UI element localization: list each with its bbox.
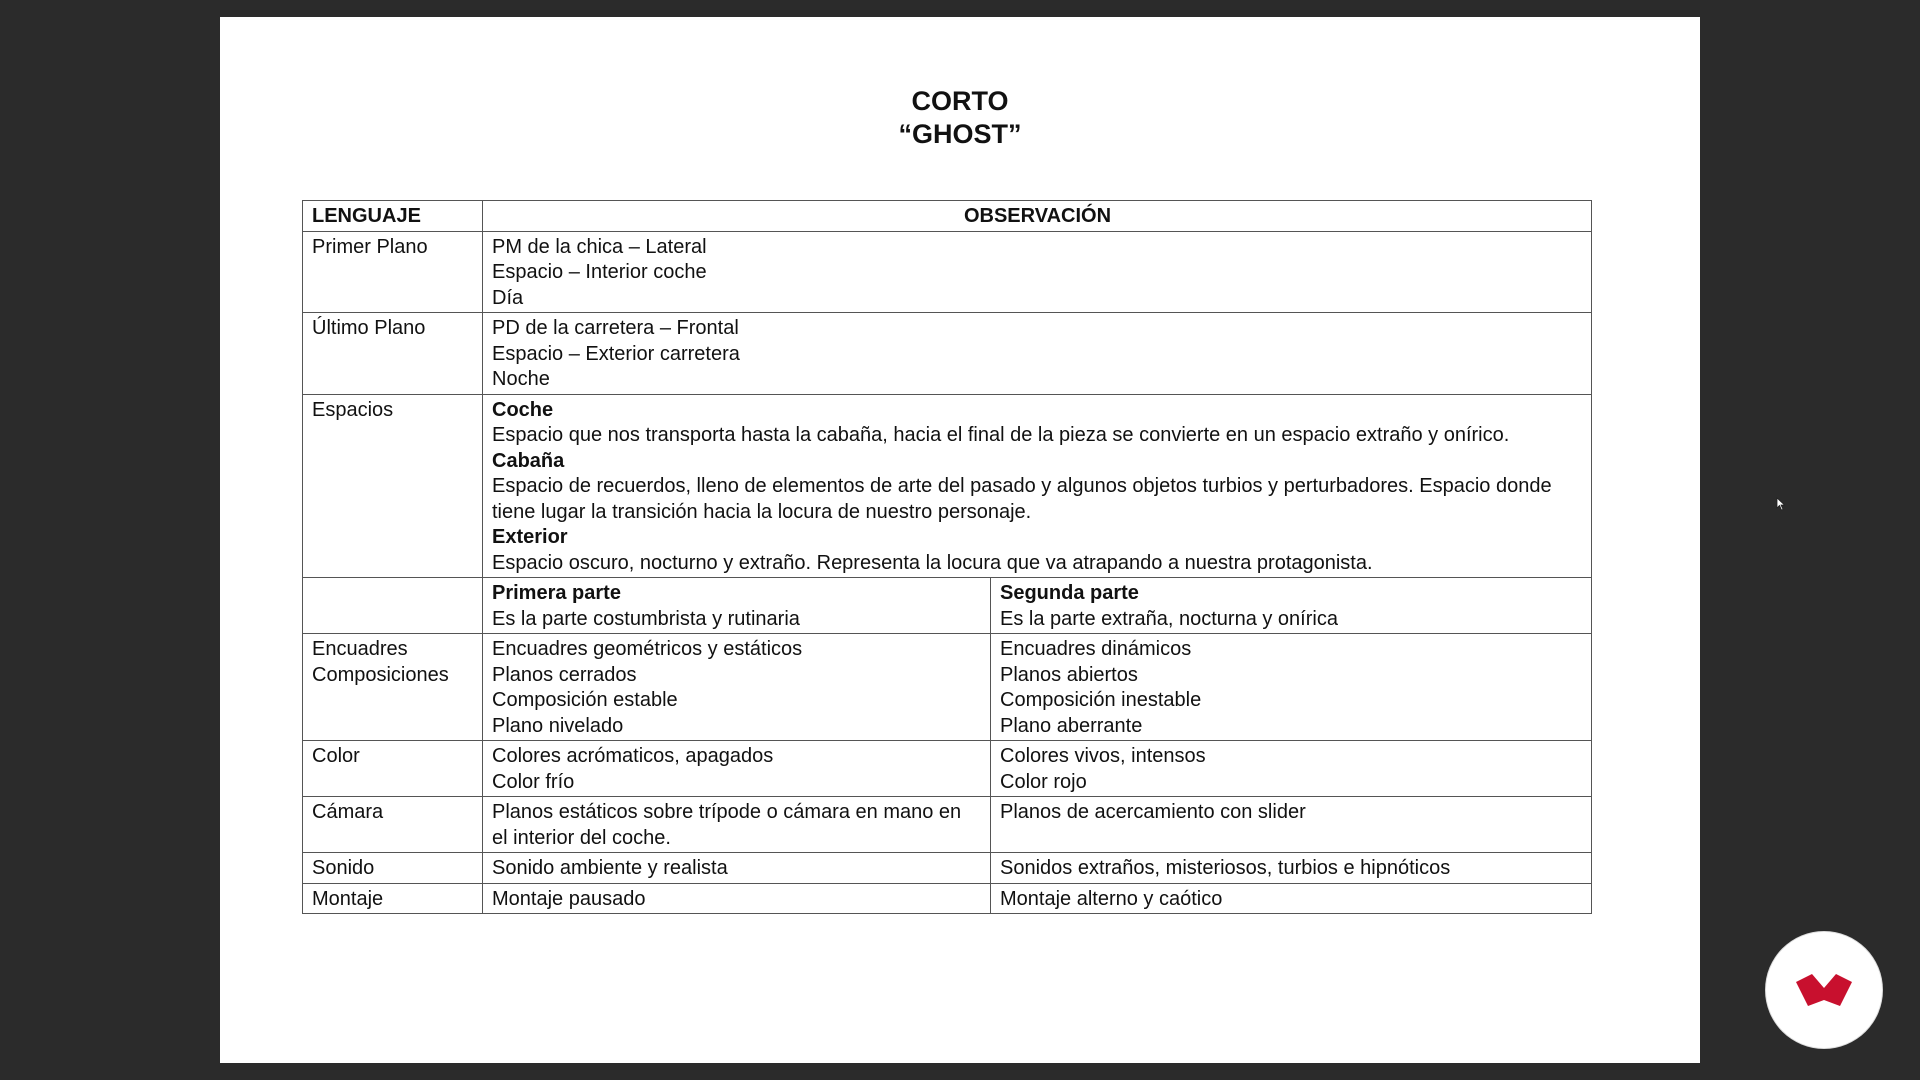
cell-line: Color frío [492,770,575,793]
cell-line: Planos cerrados [492,663,637,686]
primera-parte-cell [483,741,991,797]
observation-line: PM de la chica – Lateral [492,235,707,258]
space-text-cabana: Espacio de recuerdos, lleno de elementos de arte del pasado y algunos objetos turbios y perturbadores. Espacio donde tiene lugar la transición hacia la locura de nuestro personaje. [492,475,1552,523]
observation-line: Espacio – Interior coche [492,261,707,283]
title-line-1: CORTO [911,86,1009,116]
row-label-line: Encuadres [312,638,408,660]
row-label: Último Plano [303,313,483,395]
cell-line: Plano aberrante [1000,714,1143,737]
cell-line: Colores vivos, intensos [1000,745,1206,767]
cell-line: Encuadres geométricos y estáticos [492,638,803,660]
document-title [220,85,1700,151]
table-row-encuadres [303,634,1592,741]
segunda-parte-title: Segunda parte [1000,582,1139,604]
primera-parte-text: Es la parte costumbrista y rutinaria [492,607,800,630]
row-observation [483,313,1592,395]
observation-line: Espacio – Exterior carretera [492,342,740,365]
primera-parte-cell [483,634,991,741]
brand-logo-icon [1794,970,1854,1010]
table-row-color [303,741,1592,797]
segunda-parte-cell [991,634,1592,741]
row-label-empty [303,578,483,634]
cell-line: Composición inestable [1000,689,1202,711]
table-row-partes [303,578,1592,634]
row-label: Color [303,741,483,797]
row-label: Sonido [303,853,483,884]
table-row-primer-plano [303,231,1592,313]
segunda-parte-cell: Planos de acercamiento con slider [991,797,1592,853]
primera-parte-cell: Montaje pausado [483,883,991,914]
observation-line: PD de la carretera – Frontal [492,317,739,339]
row-label: Primer Plano [303,231,483,313]
observation-line: Noche [492,368,550,390]
space-title-coche: Coche [492,398,554,421]
brand-logo-button[interactable] [1766,932,1882,1048]
table-row-ultimo-plano [303,313,1592,395]
segunda-parte-cell: Montaje alterno y caótico [991,883,1592,914]
cell-line: Colores acrómaticos, apagados [492,745,774,767]
table-row-espacios [303,394,1592,578]
cell-line: Plano nivelado [492,714,624,737]
row-label [303,634,483,741]
language-observation-table [302,200,1592,914]
table-row-sonido [303,853,1592,884]
mouse-pointer-icon [1776,497,1786,511]
segunda-parte-text: Es la parte extraña, nocturna y onírica [1000,607,1338,630]
space-title-cabana: Cabaña [492,449,565,472]
segunda-parte-cell [991,578,1592,634]
primera-parte-cell [483,578,991,634]
row-label: Espacios [303,394,483,578]
document-page [220,17,1700,1063]
cell-line: Composición estable [492,689,678,711]
row-label: Cámara [303,797,483,853]
row-label-line: Composiciones [312,663,449,686]
cell-line: Encuadres dinámicos [1000,638,1192,660]
primera-parte-title: Primera parte [492,582,621,604]
header-lenguaje: LENGUAJE [303,201,483,232]
observation-line: Día [492,286,524,309]
row-observation [483,394,1592,578]
table-row-camara [303,797,1592,853]
row-observation [483,231,1592,313]
cell-line: Color rojo [1000,770,1087,793]
cell-line: Planos abiertos [1000,663,1138,686]
primera-parte-cell: Sonido ambiente y realista [483,853,991,884]
table-header-row [303,201,1592,232]
space-text-coche: Espacio que nos transporta hasta la cabaña, hacia el final de la pieza se convierte en un espacio extraño y onírico. [492,424,1510,446]
segunda-parte-cell: Sonidos extraños, misteriosos, turbios e hipnóticos [991,853,1592,884]
header-observacion: OBSERVACIÓN [483,201,1592,232]
segunda-parte-cell [991,741,1592,797]
primera-parte-cell: Planos estáticos sobre trípode o cámara en mano en el interior del coche. [483,797,991,853]
space-title-exterior: Exterior [492,526,568,548]
space-text-exterior: Espacio oscuro, nocturno y extraño. Representa la locura que va atrapando a nuestra protagonista. [492,551,1373,574]
table-row-montaje [303,883,1592,914]
row-label: Montaje [303,883,483,914]
title-line-2: “GHOST” [898,119,1022,149]
